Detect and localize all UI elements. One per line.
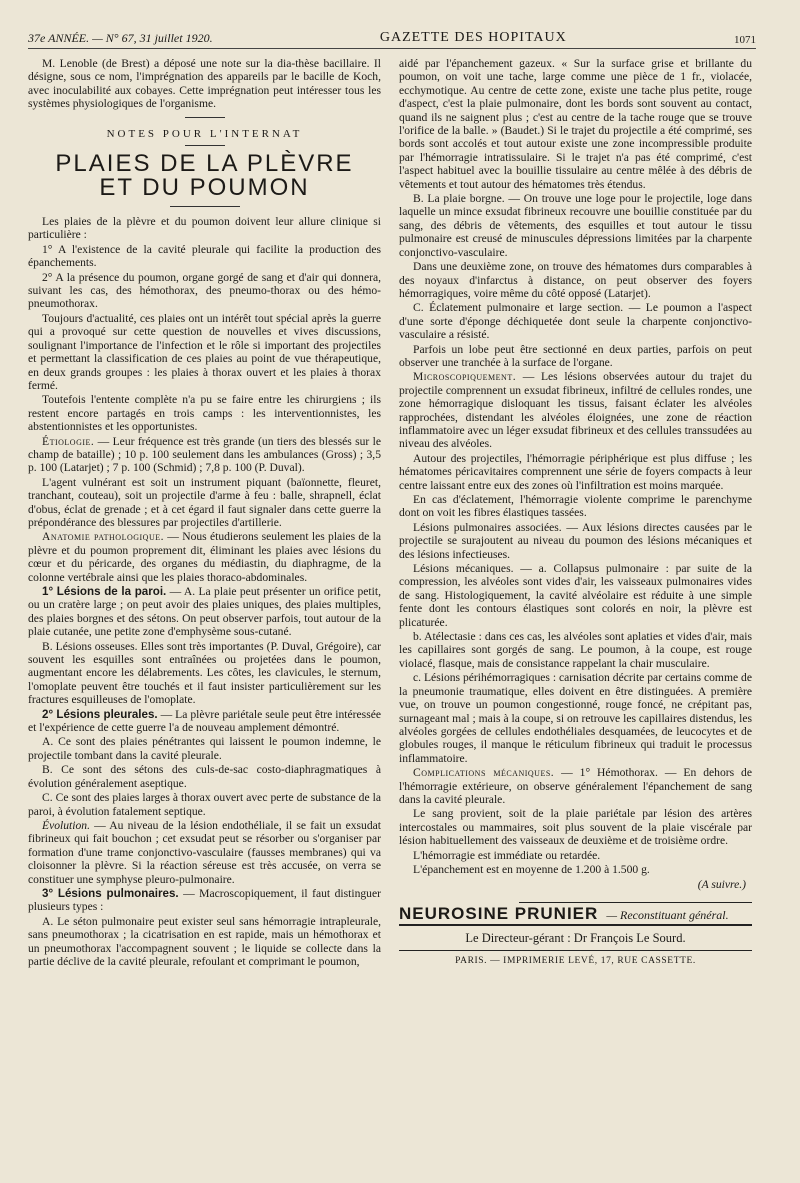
intro-paragraph: M. Lenoble (de Brest) a déposé une note sur la dia-thèse bacillaire. Il désigne, sous ce nom, l'imprégnation des appareils par le bacille de Koch, avec inoculabilité aux cobayes. Cette imprégnation peut intéresser tous les systèmes physiologiques de l'organisme. xyxy=(28,57,381,111)
evolution-label: Évolution. xyxy=(42,818,90,832)
etiology-paragraph xyxy=(28,435,381,475)
microscopy-label: Microscopiquement. xyxy=(413,370,517,384)
paragraph: Lésions pulmonaires associées. — Aux lésions directes causées par le projectile se surajoutent au niveau du poumon des lésions mécaniques et des lésions infectieuses. xyxy=(399,520,752,561)
divider xyxy=(170,206,240,207)
title-line-2: ET DU POUMON xyxy=(99,174,310,202)
paragraph: B. Ce sont des sétons des culs-de-sac costo-diaphragmatiques à évolution généralement aseptique. xyxy=(28,763,381,790)
etiology-label: Étiologie. xyxy=(42,434,95,448)
paragraph: B. La plaie borgne. — On trouve une loge pour le projectile, loge dans laquelle un mince exsudat fibrineux recouvre une bouillie constituée par du sang, des débris de vêtements, des esquilles et tout autour le tissu pulmonaire est creusé de minuscules dépressions limitées par la charpente conjonctivo-vasculaire. xyxy=(399,192,752,259)
wall-lesions-text: — A. La plaie peut présenter un orifice petit, ou un cratère large ; on peut avoir des plaies uniques, des plaies multiples, des plaies borgnes et des sétons. On peut observer parfois, tout autour de la plaie cutanée, une petite zone d'emphysème sous-cutané. xyxy=(28,585,381,639)
anatomy-paragraph xyxy=(28,530,381,584)
paragraph: Toujours d'actualité, ces plaies ont un intérêt tout spécial après la guerre qui a provoqué sur cette question de nouvelles et vives discussions, soulignant l'importance de l'infection et le rôle si important des projectiles et permettant la classification de ces plaies au point de vue thérapeutique, en deux grands groupes : les plaies à thorax ouvert et les plaies à thorax fermé. xyxy=(28,311,381,392)
article-title xyxy=(28,152,381,200)
paragraph: A. Le séton pulmonaire peut exister seul sans hémorragie intrapleurale, sans pneumothorax ; la cicatrisation en est rapide, mais un hémothorax et un pneumothorax l'accompagnent souvent ; le liquide se collecte dans la partie déclive de la cavité pleurale, refoulant et comprimant le poumon, xyxy=(28,914,381,968)
pulmonary-lesions-text: — Macroscopiquement, il faut distinguer plusieurs types : xyxy=(28,886,381,914)
paragraph: Autour des projectiles, l'hémorragie périphérique est plus diffuse ; les hématomes péricavitaires comprennent une série de foyers compacts à leur centre laissant entre eux des zones où l'infiltration est moins marquée. xyxy=(399,451,752,492)
etiology-text: — Leur fréquence est très grande (un tiers des blessés sur le champ de bataille) ; 10 p. 100 seulement dans les ambulances (Gross) ; 3,5 p. 100 (Latarjet) ; 7 p. 100 (Schmid) ; 7,8 p. 100 (P. Duval). xyxy=(28,434,381,475)
paragraph: L'hémorragie est immédiate ou retardée. xyxy=(413,848,601,862)
wall-lesions-paragraph xyxy=(28,585,381,639)
anatomy-text: — Nous étudierons seulement les plaies de la plèvre et du poumon proprement dit, éliminant les plaies avec lésions du cœur et du péricarde, des organes du médiastin, du diaphragme, de la colonne vertébrale ainsi que les plaies thoraco-abdominales. xyxy=(28,530,381,584)
divider xyxy=(185,145,225,146)
paragraph: L'agent vulnérant est soit un instrument piquant (baïonnette, fleuret, tranchant, couteau), soit un projectile d'arme à feu : balle, shrapnell, éclat d'obus, éclat de grenade ; et à cet égard il faut signaler dans cette guerre la prépondérance des blessures par projectiles d'artillerie. xyxy=(28,475,381,529)
wall-lesions-label: 1° Lésions de la paroi. xyxy=(42,585,167,598)
paragraph: C. Éclatement pulmonaire et large section. — Le poumon a l'aspect d'une sorte d'éponge déchiquetée dont seule la charpente conjonctivo-vasculaire a résisté. xyxy=(399,301,752,342)
pulmonary-lesions-paragraph xyxy=(28,887,381,914)
divider xyxy=(185,117,225,118)
paragraph: Dans une deuxième zone, on trouve des hématomes durs comparables à des noyaux d'infarctus à distance, on peut observer des foyers hémorragiques, voire même du côté opposé (Latarjet). xyxy=(399,260,752,300)
printer-line: PARIS. — IMPRIMERIE LEVÉ, 17, RUE CASSETTE. xyxy=(455,955,696,966)
complications-label: Complications mécaniques. xyxy=(413,766,555,780)
paragraph: b. Atélectasie : dans ces cas, les alvéoles sont aplaties et vides d'air, mais les capillaires sont gorgés de sang. Le poumon, à la coupe, est rouge violacé, flasque, mais de consistance rappelant la chair musculaire. xyxy=(399,630,752,670)
evolution-paragraph xyxy=(28,819,381,886)
microscopy-text: — Les lésions observées autour du trajet du projectile comprennent un exsudat fibrineux, infiltré de cellules rondes, une zone hémorragique disloquant les tissus, faisant éclater les alvéoles rapprochées, distendant les alvéoles éloignées, une zone de réaction inflammatoire avec un léger exsudat fibrineux et des cellules transsudées au niveau des alvéoles. xyxy=(399,370,752,451)
paragraph: 2° A la présence du poumon, organe gorgé de sang et d'air qui donnera, suivant les cas, des hémothorax, des pneumo-thorax ou des hémo-pneumothorax. xyxy=(28,270,381,311)
issue-info: 37e ANNÉE. — N° 67, 31 juillet 1920. xyxy=(28,31,213,45)
evolution-text: — Au niveau de la lésion endothéliale, il se fait un exsudat fibrineux qui fait bouchon ; cet exsudat peut se résorber ou s'organiser par formation d'une trame conjonctivo-vasculaire (fausses membranes) qui va cloisonner la plèvre. Si la réaction séreuse est très accusée, on verra se constituer une symphyse pleuro-pulmonaire. xyxy=(28,818,381,886)
paragraph: Les plaies de la plèvre et du poumon doivent leur allure clinique si particulière : xyxy=(28,215,381,242)
pleural-lesions-paragraph xyxy=(28,708,381,735)
paragraph: Parfois un lobe peut être sectionné en deux parties, parfois on peut observer une tranchée à la surface de l'organe. xyxy=(399,342,752,369)
advertisement xyxy=(399,903,752,926)
paragraph: 1° A l'existence de la cavité pleurale qui facilite la production des épanchements. xyxy=(28,242,381,270)
pleural-lesions-text: — La plèvre pariétale seule peut être intéressée et l'expérience de cette guerre l'a de nouveau amplement démontré. xyxy=(28,707,381,735)
left-column xyxy=(28,57,381,969)
paragraph: L'épanchement est en moyenne de 1.200 à 1.500 g. xyxy=(413,862,650,876)
paragraph: Lésions mécaniques. — a. Collapsus pulmonaire : par suite de la compression, les alvéoles sont vides d'air, les vaisseaux pulmonaires vides de sang. Histologiquement, la cavité alvéolaire est réduite à une simple fente dont les contours élastiques sont colorés en noir, la plèvre est plicaturée. xyxy=(399,562,752,629)
section-heading: NOTES POUR L'INTERNAT xyxy=(106,127,303,140)
title-line-1: PLAIES DE LA PLÈVRE xyxy=(55,150,354,178)
anatomy-label: Anatomie pathologique. xyxy=(42,530,165,544)
paragraph: aidé par l'épanchement gazeux. « Sur la surface grise et brillante du poumon, on voit une tache, large comme une pièce de 1 fr., violacée, ecchymotique. Au centre de cette zone, existe une tache plus petite, rouge d'aspect, c'est la plaie pulmonaire, dont les bords sont souvent au contact, quand ils ne saignent plus ; c'est au centre de la tache rouge que se trouve l'orifice de la balle. » (Baudet.) Si le trajet du projectile a été comprimé, ses bords sont accolés et tout autour existe une zone incompressible produite par l'hémorragie intratissulaire. Si le trajet n'a pas été comprimé, c'est l'aspect habituel avec la bouillie tissulaire au centre mêlée à des débris de vêtements et tout autour des hématomes très étendus. xyxy=(399,57,752,191)
microscopy-paragraph xyxy=(399,370,752,450)
director-line: Le Directeur-gérant : Dr François Le Sourd. xyxy=(399,932,752,950)
article-columns xyxy=(28,57,756,969)
divider xyxy=(519,902,752,903)
complications-text: — 1° Hémothorax. — En dehors de l'hémorragie extérieure, on observe généralement l'épanchement de sang dans la cavité pleurale. xyxy=(399,766,752,806)
paragraph: c. Lésions périhémorragiques : carnisation décrite par certains comme de la pneumonie traumatique, elles doivent en être distinguées. A première vue, on trouve un poumon congestionné, rouge foncé, ne crépitant pas, surnageant mal ; mais à la coupe, si on retrouve les capillaires distendus, les alvéoles gorgées de cellules endothéliales desquamées, de leucocytes et de globules rouges, il manque le réticulum fibrineux qui traduit le processus inflammatoire. xyxy=(399,671,752,765)
paragraph: Le sang provient, soit de la plaie pariétale par lésion des artères intercostales ou mammaires, soit plus souvent de la plaie viscérale par lésion habituellement des vaisseaux de deuxième et de troisième ordre. xyxy=(399,807,752,848)
paragraph: A. Ce sont des plaies pénétrantes qui laissent le poumon indemne, le projectile tombant dans la cavité pleurale. xyxy=(28,735,381,762)
paragraph: C. Ce sont des plaies larges à thorax ouvert avec perte de substance de la paroi, à évolution fatalement septique. xyxy=(28,791,381,818)
continued-note: (A suivre.) xyxy=(697,878,746,892)
page-header xyxy=(28,22,756,49)
journal-title: GAZETTE DES HOPITAUX xyxy=(379,30,567,45)
pulmonary-lesions-label: 3° Lésions pulmonaires. xyxy=(42,886,179,900)
pleural-lesions-label: 2° Lésions pleurales. xyxy=(42,707,158,721)
ad-brand: NEUROSINE PRUNIER xyxy=(399,903,599,923)
ad-tagline: — Reconstituant général. xyxy=(606,907,729,922)
page-number: 1071 xyxy=(734,34,756,46)
paragraph: En cas d'éclatement, l'hémorragie violente comprime le parenchyme dont on voit les fibres élastiques tassées. xyxy=(399,493,752,520)
complications-paragraph xyxy=(399,766,752,806)
paragraph: B. Lésions osseuses. Elles sont très importantes (P. Duval, Grégoire), car souvent les esquilles sont entraînées ou projetées dans le poumon, augmentant encore les délabrements. Les côtes, les clavicules, le sternum, l'omoplate peuvent être touchés et il faut insister particulièrement sur les fractures esquilleuses de l'omoplate. xyxy=(28,639,381,707)
right-column xyxy=(399,57,752,969)
paragraph: Toutefois l'entente complète n'a pu se faire entre les chirurgiens ; ils restent encore partagés en trois camps : les interventionnistes, les abstentionnistes et les opportunistes. xyxy=(28,393,381,434)
